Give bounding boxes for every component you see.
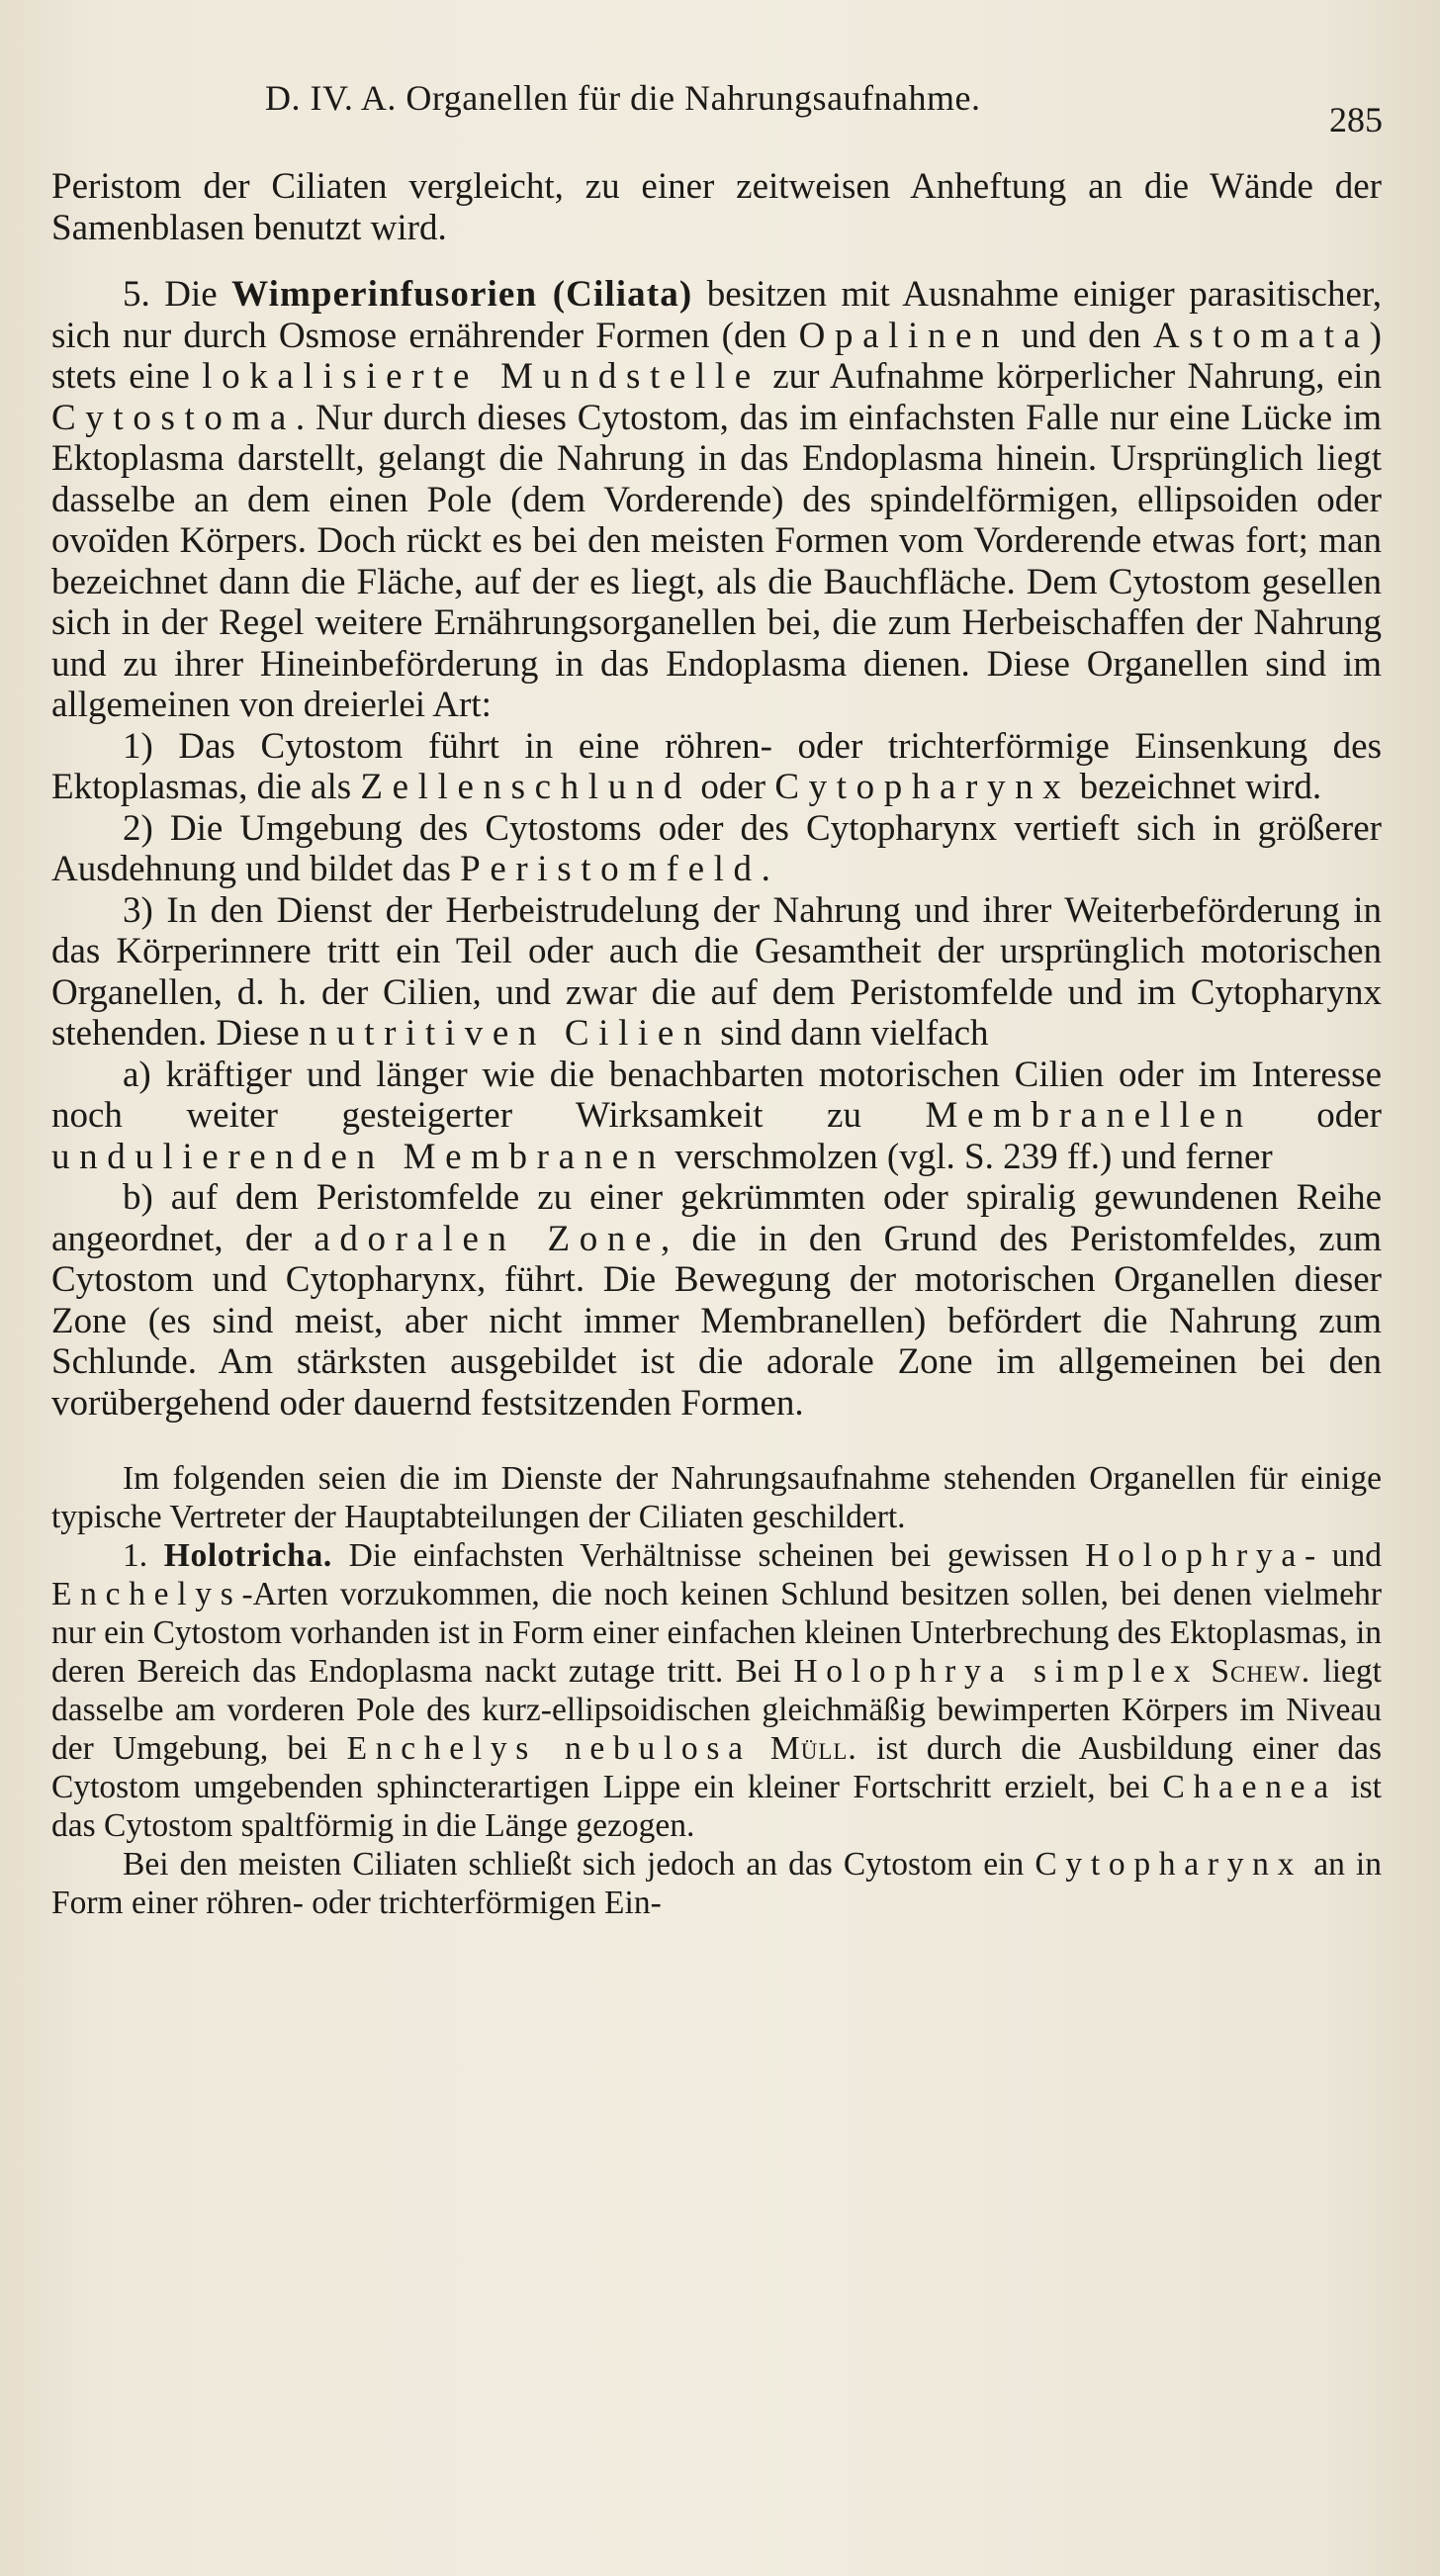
heading-holotricha: Holotricha. — [163, 1537, 332, 1574]
paragraph-ciliata: 5. Die Wimperinfusorien (Ciliata) besitzen mit Ausnahme einiger parasitischer, sich nur durch Osmose ernährender Formen (den Opalinen und den Astomata) stets eine lokalisierte Mundstelle zur Aufnahme körperlicher Nahrung, ein Cytostoma. Nur durch dieses Cytostom, das im einfachsten Falle nur eine Lücke im Ektoplasma darstellt, gelangt die Nahrung in das Endoplasma hinein. Ursprünglich liegt dasselbe an dem einen Pole (dem Vorderende) des spindelförmigen, ellipsoiden oder ovoïden Körpers. Doch rückt es bei den meisten Formen vom Vorderende etwas fort; man bezeichnet dann die Fläche, auf der es liegt, als die Bauchfläche. Dem Cytostom gesellen sich in der Regel weitere Ernährungsorganellen bei, die zum Herbeischaffen der Nahrung und zu ihrer Hineinbeförderung in das Endoplasma dienen. Diese Organellen sind im allgemeinen von dreierlei Art: — [51, 274, 1382, 725]
term-enchelys-nebulosa: Enchelys nebulosa — [346, 1730, 752, 1767]
term-astomata: Astomata — [1152, 315, 1370, 356]
list-item-2: 2) Die Umgebung des Cytostoms oder des Cytopharynx vertieft sich in größerer Ausdehnung und bildet das Peristomfeld. — [51, 807, 1382, 889]
author-muell: Müll. — [769, 1730, 857, 1767]
term-peristomfeld: Peristomfeld — [460, 849, 762, 889]
term-adorale-zone: adoralen Zone — [314, 1218, 662, 1259]
page-number: 285 — [1329, 100, 1383, 139]
term-opalinen: Opalinen — [798, 315, 1010, 356]
term-nutritive-cilien: nutritiven Cilien — [308, 1013, 712, 1054]
list-item-3: 3) In den Dienst der Herbeistrudelung der Nahrung und ihrer Weiterbeförderung in das Körperinnere tritt ein Teil oder auch die Gesamtheit der ursprünglich motorischen Organellen, d. h. der Cilien, und zwar die auf dem Peristomfelde und im Cytopharynx stehenden. Diese nutritiven Cilien sind dann vielfach — [51, 889, 1382, 1054]
term-wimperinfusorien: Wimperinfusorien (Ciliata) — [231, 274, 693, 315]
term-cytopharynx: Cytopharynx — [774, 767, 1071, 807]
term-holophrya: Holophrya — [1085, 1537, 1305, 1574]
sub-item-b: b) auf dem Peristomfelde zu einer gekrümmten oder spiralig gewundenen Reihe angeordnet, der adoralen Zone, die in den Grund des Peristomfeldes, zum Cytostom und Cytopharynx, führt. Die Bewegung der motorischen Organellen dieser Zone (es sind meist, aber nicht immer Membranellen) befördert die Nahrung zum Schlunde. Am stärksten ausgebildet ist die adorale Zone im allgemeinen bei den vorübergehend oder dauernd festsitzenden Formen. — [51, 1177, 1382, 1424]
author-schew: Schew. — [1211, 1653, 1311, 1690]
term-zellenschlund: Zellenschlund — [360, 767, 692, 807]
running-head: D. IV. A. Organellen für die Nahrungsaufnahme. — [265, 78, 981, 118]
list-item-1: 1) Das Cytostom führt in eine röhren- oder trichterförmige Einsenkung des Ektoplasmas, die als Zellenschlund oder Cytopharynx bezeichnet wird. — [51, 725, 1382, 807]
paragraph-continuation: Peristom der Ciliaten vergleicht, zu einer zeitweisen Anheftung an die Wände der Samenblasen benutzt wird. — [51, 166, 1382, 248]
paragraph-intro: Im folgenden seien die im Dienste der Nahrungsaufnahme stehenden Organellen für einige typische Vertreter der Hauptabteilungen der Ciliaten geschildert. — [51, 1460, 1382, 1535]
term-cytopharynx-2: Cytopharynx — [1035, 1846, 1304, 1883]
term-mundstelle: lokalisierte Mundstelle — [202, 356, 761, 397]
sub-item-a: a) kräftiger und länger wie die benachbarten motorischen Cilien oder im Interesse noch weiter gesteigerter Wirksamkeit zu Membranellen oder undulierenden Membranen verschmolzen (vgl. S. 239 ff.) und ferner — [51, 1054, 1382, 1177]
term-cytostoma: Cytostoma — [51, 397, 296, 438]
term-holophrya-simplex: Holophrya simplex — [793, 1653, 1200, 1690]
paragraph-holotricha: 1. Holotricha. Die einfachsten Verhältnisse scheinen bei gewissen Holophrya- und Enchelys-Arten vorzukommen, die noch keinen Schlund besitzen sollen, bei denen vielmehr nur ein Cytostom vorhanden ist in Form einer einfachen kleinen Unterbrechung des Ektoplasmas, in deren Bereich das Endoplasma nackt zutage tritt. Bei Holophrya simplex Schew. liegt dasselbe am vorderen Pole des kurz-ellipsoidischen gleichmäßig bewimperten Körpers im Niveau der Umgebung, bei Enchelys nebulosa Müll. ist durch die Ausbildung einer das Cytostom umgebenden sphincterartigen Lippe ein kleiner Fortschritt erzielt, bei Chaenea ist das Cytostom spaltförmig in die Länge gezogen. — [51, 1537, 1382, 1844]
term-enchelys: Enchelys — [51, 1576, 242, 1612]
term-membranellen: Membranellen — [925, 1095, 1253, 1136]
page-header — [265, 77, 1383, 137]
term-chaenea: Chaenea — [1162, 1769, 1337, 1805]
text-body — [51, 166, 1382, 1922]
term-undulierende-membranen: undulierenden Membranen — [51, 1136, 666, 1177]
paragraph-cytopharynx: Bei den meisten Ciliaten schließt sich jedoch an das Cytostom ein Cytopharynx an in Form einer röhren- oder trichterförmigen Ein- — [51, 1846, 1382, 1921]
